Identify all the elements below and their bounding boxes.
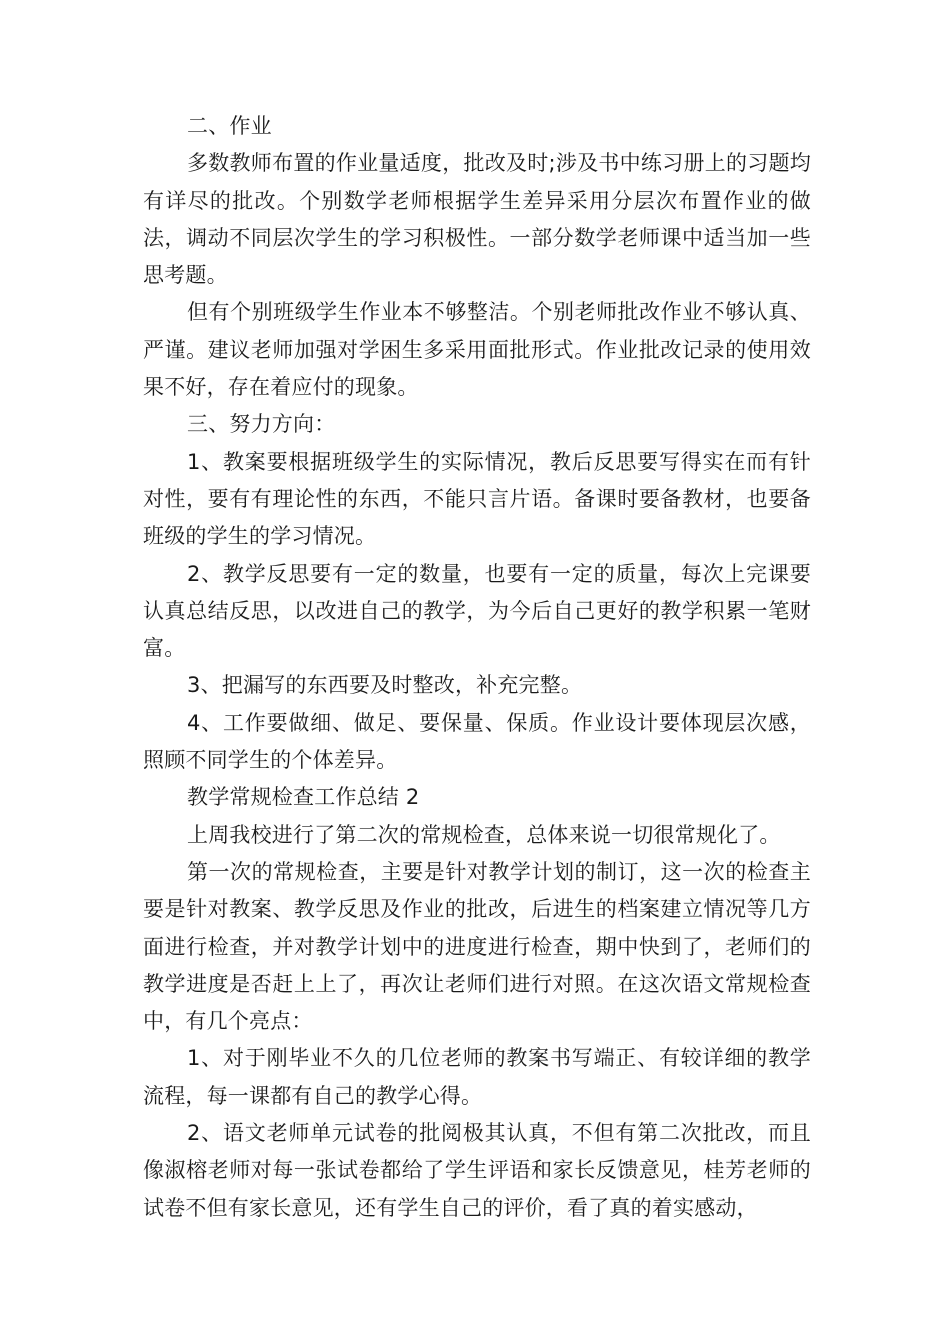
highlight-item-2: 2、语文老师单元试卷的批阅极其认真，不但有第二次批改，而且像淑榕老师对每一张试卷都给了学生评语和家长反馈意见，桂芳老师的试卷不但有家长意见，还有学生自己的评价，看了真的着实感动， <box>143 1121 811 1220</box>
paragraph-homework-issues: 但有个别班级学生作业本不够整洁。个别老师批改作业不够认真、严谨。建议老师加强对学困生多采用面批形式。作业批改记录的使用效果不好，存在着应付的现象。 <box>143 300 811 400</box>
article-title-2: 教学常规检查工作总结 2 <box>187 785 420 810</box>
paragraph-first-check: 第一次的常规检查，主要是针对教学计划的制订，这一次的检查主要是针对教案、教学反思及作业的批改，后进生的档案建立情况等几方面进行检查，并对教学计划中的进度进行检查，期中快到了，老师们的教学进度是否赶上上了，再次让老师们进行对照。在这次语文常规检查中，有几个亮点： <box>143 859 811 1034</box>
section-heading-homework: 二、作业 <box>187 114 272 138</box>
highlight-item-1: 1、对于刚毕业不久的几位老师的教案书写端正、有较详细的教学流程，每一课都有自己的教学心得。 <box>143 1046 811 1108</box>
section-heading-direction: 三、努力方向： <box>187 412 336 437</box>
document-body <box>143 108 811 1227</box>
paragraph-homework-summary: 多数教师布置的作业量适度，批改及时;涉及书中练习册上的习题均有详尽的批改。个别数学老师根据学生差异采用分层次布置作业的做法，调动不同层次学生的学习积极性。一部分数学老师课中适当加一些思考题。 <box>143 151 811 288</box>
list-item-2: 2、教学反思要有一定的数量，也要有一定的质量，每次上完课要认真总结反思，以改进自己的教学，为今后自己更好的教学积累一笔财富。 <box>143 561 811 661</box>
list-item-3: 3、把漏写的东西要及时整改，补充完整。 <box>187 673 583 698</box>
list-item-1: 1、教案要根据班级学生的实际情况，教后反思要写得实在而有针对性，要有有理论性的东西，不能只言片语。备课时要备教材，也要备班级的学生的学习情况。 <box>143 449 811 549</box>
paragraph-intro: 上周我校进行了第二次的常规检查，总体来说一切很常规化了。 <box>187 822 781 847</box>
list-item-4: 4、工作要做细、做足、要保量、保质。作业设计要体现层次感，照顾不同学生的个体差异。 <box>143 710 811 773</box>
